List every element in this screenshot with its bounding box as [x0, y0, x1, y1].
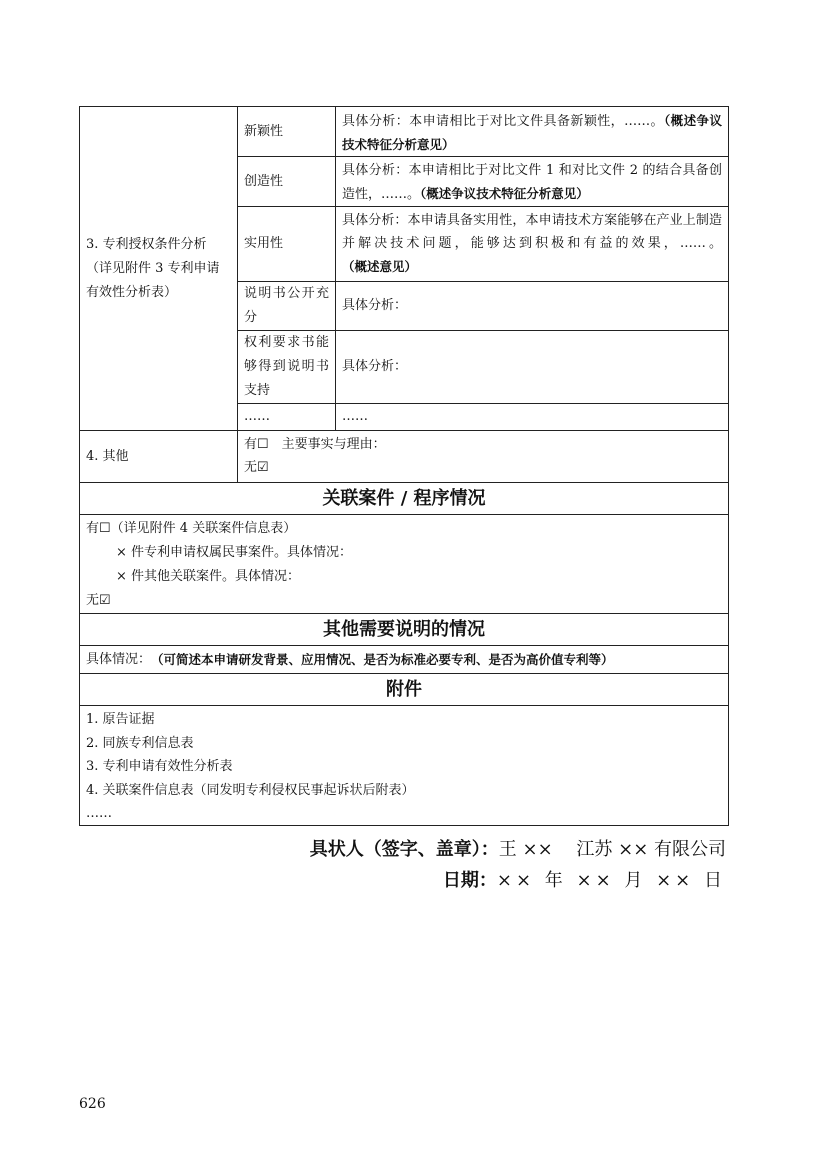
related-cases-content: 有☐（详见附件 4 关联案件信息表） × 件专利申请权属民事案件。具体情况： × 件其他关联案件。具体情况： 无☑ — [86, 521, 353, 608]
date-line: 日期：×× 年 ×× 月 ×× 日 — [442, 870, 726, 891]
criterion-novelty: 新颖性 — [244, 123, 284, 139]
criterion-more: …… — [244, 409, 270, 424]
criterion-disclosure: 说明书公开充分 — [244, 286, 329, 325]
criterion-claims-support: 权利要求书能够得到说明书支持 — [244, 335, 329, 398]
analysis-more: …… — [342, 409, 368, 424]
attachment-item: 3. 专利申请有效性分析表 — [86, 759, 233, 774]
signature-line: 具状人（签字、盖章）：王 ×× 江苏 ×× 有限公司 — [309, 839, 726, 860]
attachment-item: 1. 原告证据 — [86, 712, 155, 727]
analysis-novelty: 具体分析：本申请相比于对比文件具备新颖性，……。（概述争议技术特征分析意见） — [342, 113, 722, 152]
related-cases-title: 关联案件 / 程序情况 — [322, 487, 486, 509]
section4-content: 有☐ 主要事实与理由： 无☑ — [244, 437, 386, 475]
page-number: 626 — [79, 1096, 106, 1112]
criterion-inventiveness: 创造性 — [244, 173, 284, 189]
analysis-disclosure: 具体分析： — [342, 298, 408, 313]
criterion-utility: 实用性 — [244, 236, 284, 251]
analysis-utility: 具体分析：本申请具备实用性，本申请技术方案能够在产业上制造并解决技术问题，能够达到积极和有益的效果，……。（概述意见） — [342, 213, 722, 274]
analysis-inventiveness: 具体分析：本申请相比于对比文件 1 和对比文件 2 的结合具备创造性，……。（概述争议技术特征分析意见） — [342, 163, 722, 202]
attachment-item: 4. 关联案件信息表（同发明专利侵权民事起诉状后附表） — [86, 782, 415, 798]
attachment-item: …… — [86, 806, 112, 821]
other-situations-content: 具体情况： （可简述本申请研发背景、应用情况、是否为标准必要专利、是否为高价值专利等） — [86, 651, 614, 667]
section3-label: 3. 专利授权条件分析（详见附件 3 专利申请有效性分析表） — [86, 236, 220, 300]
section4-label: 4. 其他 — [86, 448, 129, 464]
attachments-list — [80, 706, 728, 825]
analysis-claims-support: 具体分析： — [342, 359, 408, 374]
attachment-item: 2. 同族专利信息表 — [86, 735, 194, 751]
other-situations-title: 其他需要说明的情况 — [323, 618, 485, 640]
attachments-title: 附件 — [386, 678, 422, 700]
